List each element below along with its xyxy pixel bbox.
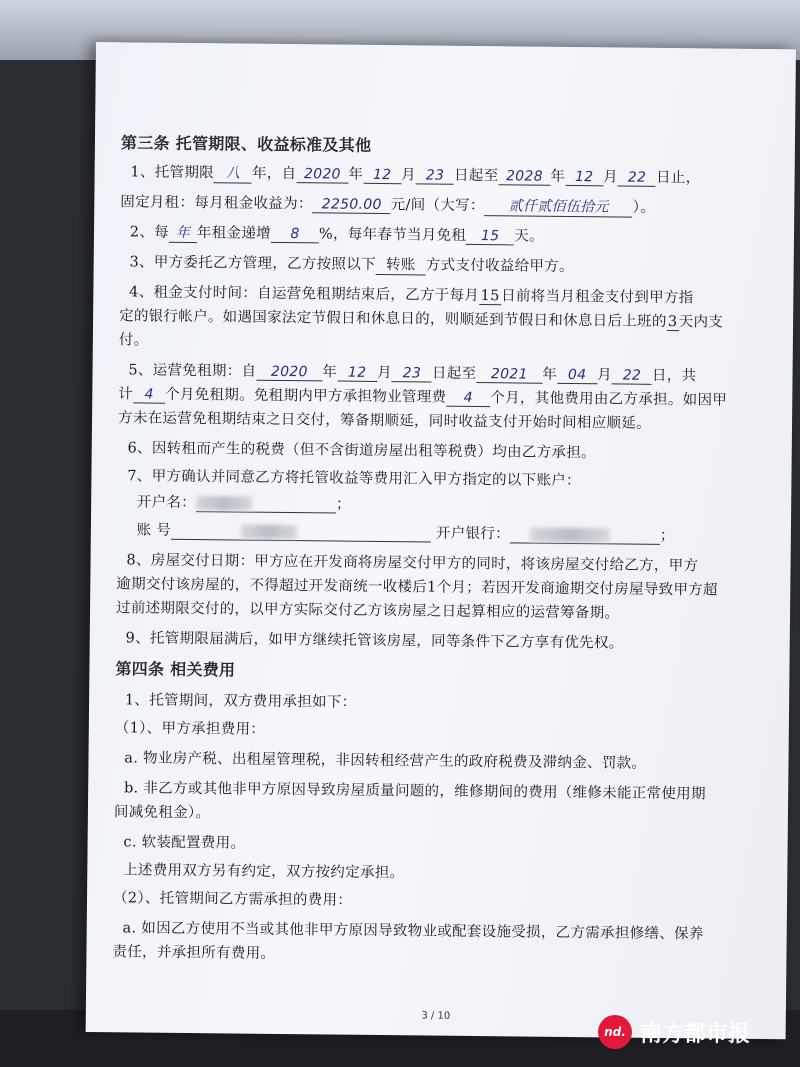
payment-method-line: 3、甲方委托乙方管理，乙方按照以下 转账 方式支付收益给甲方。 [129, 254, 574, 276]
tax-line: 6、因转租而产生的税费（但不含街道房屋出租等税费）均由乙方承担。 [127, 440, 596, 462]
payment-time-line-3: 付。 [118, 332, 149, 349]
newspaper-name: 南方都市报 [640, 1021, 751, 1047]
party-b-costs-heading: （2）、托管期间乙方需承担的费用： [112, 890, 353, 909]
party-a-cost-b-2: 间减免租金）。 [113, 804, 211, 822]
section3-heading: 第三条 托管期限、收益标准及其他 [120, 133, 372, 155]
account-intro-line: 7、甲方确认并同意乙方将托管收益等费用汇入甲方指定的以下账户： [127, 468, 581, 490]
newspaper-watermark [598, 1014, 750, 1050]
delivery-line-2: 逾期交付该房屋的，不得超过开发商统一收楼后1个月；若因开发商逾期交付房屋导致甲方超 [116, 576, 718, 599]
free-rent-line: 5、运营免租期：自 2020 年 12 月 23 日起至 2021 年 04 月 22 日，共 [128, 362, 697, 385]
account-name-line: 开户名： ； [136, 494, 351, 513]
delivery-line: 8、房屋交付日期：甲方应在开发商将房屋交付甲方的同时，将该房屋交付给乙方，甲方 [126, 552, 699, 575]
delivery-line-3: 过前述期限交付的，以甲方实际交付乙方该房屋之日起算相应的运营筹备期。 [115, 600, 620, 622]
redacted-bank [530, 528, 610, 543]
section4-heading: 第四条 相关费用 [115, 659, 236, 680]
free-rent-line-3: 方未在运营免租期结束之日交付，筹备期顺延，同时收益支付开始时间相应顺延。 [117, 410, 651, 432]
party-a-costs-heading: （1）、甲方承担费用： [114, 720, 266, 738]
agreement-note: 上述费用双方另有约定，双方按约定承担。 [123, 862, 405, 882]
party-a-cost-c: c. 软装配置费用。 [123, 834, 246, 852]
party-b-cost-a: a. 如因乙方使用不当或其他非甲方原因导致物业或配套设施受损，乙方需承担修缮、保养 [122, 920, 704, 943]
priority-line: 9、托管期限届满后，如甲方继续托管该房屋，同等条件下乙方享有优先权。 [125, 630, 624, 652]
redacted-account-name [196, 496, 252, 511]
term-line: 1、托管期限 八 年，自 2020 年 12 月 23 日起至 2028 年 12 月 22 日止， [121, 160, 781, 189]
page-number: 3 / 10 [421, 1010, 451, 1022]
payment-time-line-2: 定的银行帐户。如遇国家法定节假日和休息日的，则顺延到节假日和休息日后上班的3天内支 [119, 308, 724, 331]
term-years: 八 [214, 162, 252, 183]
increase-line: 2、每 年 年租金递增 8 %，每年春节当月免租 15 天。 [120, 220, 780, 249]
newspaper-logo-icon: nd. [598, 1015, 632, 1049]
payment-time-line: 4、租金支付时间：自运营免租期结束后，乙方于每月15日前将当月租金支付到甲方指 [129, 284, 694, 307]
free-rent-line-2: 计 4 个月免租期。免租期内甲方承担物业管理费 4 个月，其他费用由乙方承担。如因甲 [118, 386, 728, 409]
contract-page [86, 42, 796, 1039]
party-a-cost-b: b. 非乙方或其他非甲方原因导致房屋质量问题的，维修期间的费用（维修未能正常使用期 [123, 780, 706, 803]
fixed-rent-line: 固定月租：每月租金收益为： 2250.00 元/间（大写： 贰仟贰佰伍拾元 ）。 [120, 194, 656, 216]
rent-amount-upper: 贰仟贰佰伍拾元 [485, 195, 633, 218]
account-number-line: 账 号 开户银行： ； [136, 522, 675, 545]
redacted-account-number [241, 525, 297, 540]
rent-amount: 2250.00 [313, 196, 391, 214]
cost-intro-line: 1、托管期间，双方费用承担如下： [124, 692, 357, 711]
party-a-cost-a: a. 物业房产税、出租屋管理税，非因转租经营产生的政府税费及滞纳金、罚款。 [124, 750, 647, 772]
party-b-cost-a-2: 责任，并承担所有费用。 [112, 944, 276, 962]
